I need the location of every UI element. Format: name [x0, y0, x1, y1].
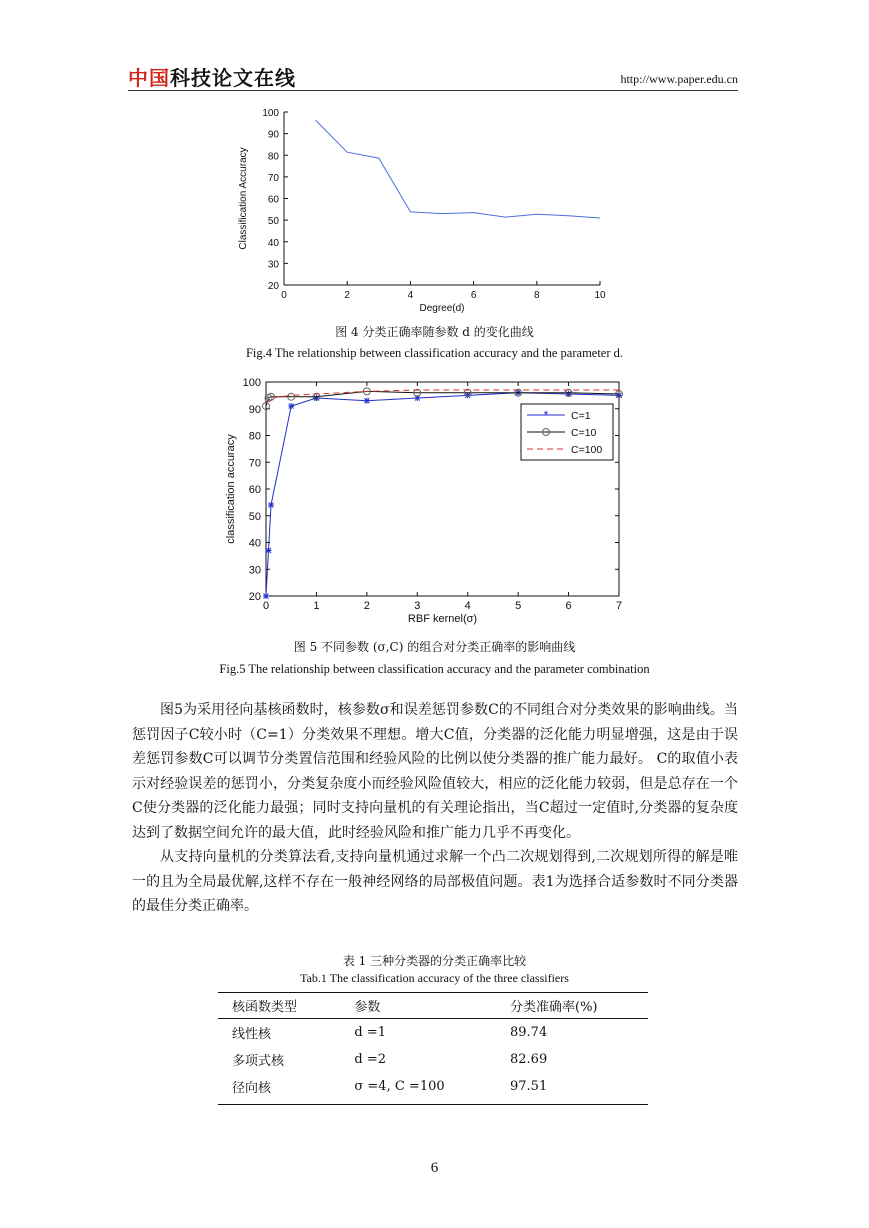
- page-number: 6: [430, 1160, 439, 1176]
- journal-logo: 中国科技论文在线: [128, 66, 296, 90]
- x-tick-label: 0: [281, 290, 287, 301]
- y-tick-label: 20: [248, 591, 261, 603]
- x-tick-label: 2: [344, 290, 350, 301]
- x-tick-label: 3: [414, 600, 421, 612]
- paragraph-2: 从支持向量机的分类算法看,支持向量机通过求解一个凸二次规划得到,二次规划所得的解是唯一的且为全局最优解,这样不存在一般神经网络的局部极值问题。表1为选择合适参数时不同分类器的最佳分类正确率。: [132, 849, 738, 914]
- y-tick-label: 30: [248, 564, 261, 577]
- figure-4-caption-cn: 图 4 分类正确率随参数 d 的变化曲线: [335, 325, 534, 339]
- x-axis-label: Degree(d): [419, 303, 465, 314]
- cell-kernel: 线性核: [232, 1027, 272, 1042]
- y-tick-label: 100: [262, 108, 279, 119]
- data-point-star: [266, 548, 272, 554]
- y-tick-label: 30: [267, 259, 279, 271]
- legend-label: C=10: [571, 427, 597, 439]
- y-tick-label: 60: [267, 194, 279, 206]
- y-tick-label: 20: [267, 281, 279, 292]
- figure-4-caption-en: Fig.4 The relationship between classification accuracy and the parameter d.: [245, 346, 624, 360]
- x-tick-label: 1: [313, 600, 320, 612]
- x-tick-label: 2: [363, 600, 370, 612]
- x-axis-label: RBF kernel(σ): [407, 613, 478, 625]
- y-tick-label: 50: [248, 510, 261, 523]
- y-tick-label: 90: [248, 403, 261, 416]
- legend-marker: *: [543, 408, 549, 422]
- cell-accuracy: 89.74: [510, 1025, 548, 1040]
- y-tick-label: 80: [248, 430, 261, 443]
- y-tick-label: 80: [267, 151, 279, 163]
- x-tick-label: 7: [615, 600, 623, 612]
- table-header-row: [218, 993, 648, 1019]
- legend-label: C=1: [571, 410, 591, 422]
- y-tick-label: 100: [242, 377, 261, 389]
- table-row: [218, 1073, 648, 1105]
- col-accuracy: 分类准确率(%): [496, 993, 648, 1019]
- x-tick-label: 10: [594, 290, 606, 301]
- data-point-star: [263, 593, 269, 599]
- col-parameters: 参数: [340, 993, 496, 1019]
- series-line: [316, 120, 600, 218]
- y-tick-label: 90: [267, 129, 279, 141]
- y-tick-label: 40: [248, 537, 261, 550]
- paragraph-1: 图5为采用径向基核函数时，核参数σ和误差惩罚参数C的不同组合对分类效果的影响曲线。当惩罚因子C较小时（C=1）分类效果不理想。增大C值，分类器的泛化能力明显增强，这是由于误差惩罚参数C可以调节分类置信范围和经验风险的比例以使分类器的推广能力最好。 C的取值小表示对经验误差的惩罚小，分类复杂度小而经验风险值较大，相应的泛化能力较弱，但是总存在一个C使分类器的泛化能力最强；同时支持向量机的有关理论指出，当C超过一定值时,分类器的复杂度达到了数据空间允许的最大值，此时经验风险和推广能力几乎不再变化。: [132, 702, 738, 841]
- x-tick-label: 6: [470, 290, 477, 301]
- cell-param: σ =4, C =100: [340, 1073, 496, 1105]
- y-axis-label: classification accuracy: [225, 434, 237, 544]
- results-table: [218, 992, 648, 1105]
- cell-kernel: 多项式核: [232, 1054, 285, 1069]
- y-tick-label: 70: [267, 172, 279, 184]
- x-tick-label: 8: [534, 290, 540, 301]
- page-header: [128, 58, 738, 91]
- figure-5-caption-cn: 图 5 不同参数 (σ,C) 的组合对分类正确率的影响曲线: [293, 640, 576, 654]
- cell-param: d =1: [354, 1025, 387, 1040]
- y-axis-label: Classification Accuracy: [238, 147, 249, 250]
- cell-param: d =2: [354, 1052, 387, 1067]
- y-tick-label: 70: [248, 457, 261, 470]
- figure-5-caption-en: Fig.5 The relationship between classification accuracy and the parameter combination: [219, 662, 650, 676]
- x-tick-label: 5: [515, 600, 522, 612]
- table-row: [218, 1019, 648, 1047]
- figure-4-chart: [200, 98, 640, 316]
- x-tick-label: 6: [565, 600, 572, 612]
- data-point-star: [268, 502, 274, 508]
- cell-accuracy: 97.51: [496, 1073, 648, 1105]
- data-point-star: [288, 403, 294, 409]
- body-text: [132, 698, 738, 919]
- table-1-caption-en: Tab.1 The classification accuracy of the three classifiers: [300, 971, 569, 985]
- y-tick-label: 50: [267, 216, 279, 228]
- data-point-star: [364, 398, 370, 404]
- table-1-caption-cn: 表 1 三种分类器的分类正确率比较: [342, 954, 527, 968]
- table-row: [218, 1046, 648, 1073]
- legend-label: C=100: [571, 444, 603, 456]
- cell-kernel: 径向核: [218, 1073, 340, 1105]
- cell-accuracy: 82.69: [510, 1052, 548, 1067]
- y-tick-label: 60: [248, 484, 261, 496]
- figure-5-chart: [200, 370, 650, 632]
- y-tick-label: 40: [267, 237, 279, 249]
- x-tick-label: 4: [407, 290, 414, 301]
- x-tick-label: 4: [464, 600, 471, 612]
- col-kernel-type: 核函数类型: [218, 993, 340, 1019]
- x-tick-label: 0: [262, 600, 270, 612]
- header-url: http://www.paper.edu.cn: [620, 72, 738, 86]
